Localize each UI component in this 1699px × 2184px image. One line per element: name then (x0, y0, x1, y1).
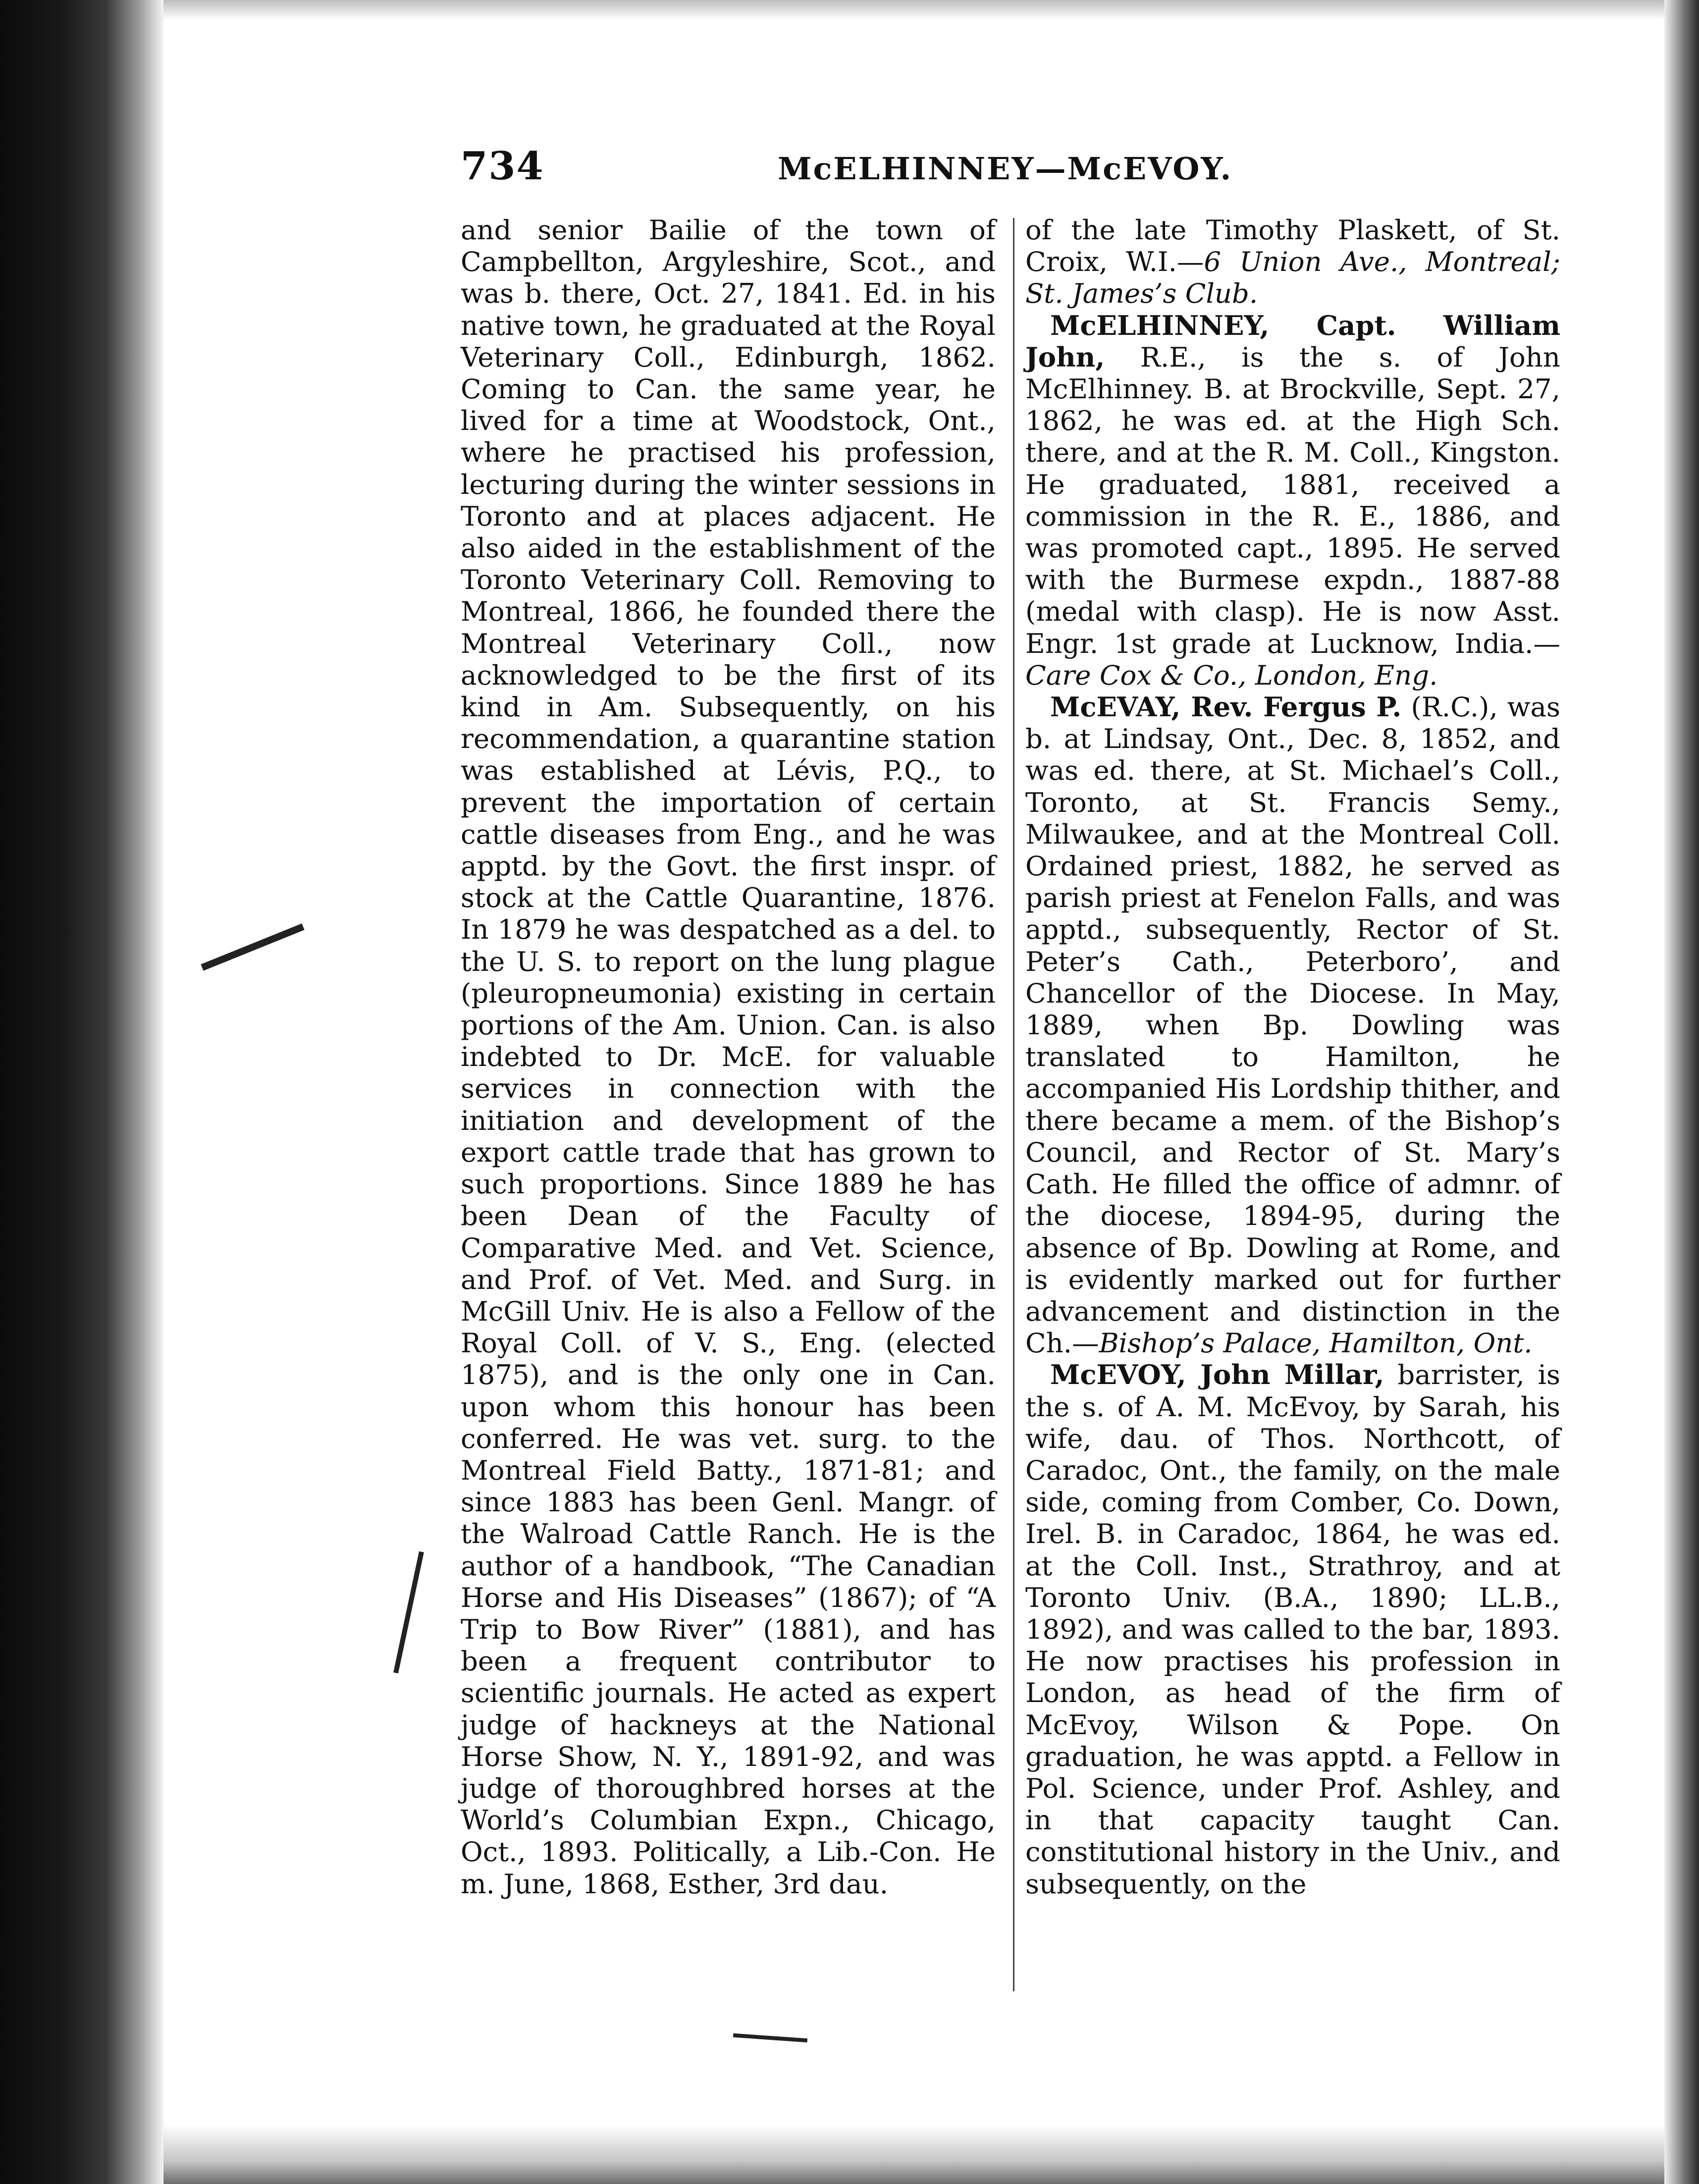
page-number: 734 (461, 144, 544, 189)
margin-ink-mark (733, 2033, 807, 2042)
entry-body: barrister, is the s. of A. M. McEvoy, by Sarah, his wife, dau. of Thos. Northcott, of Caradoc, Ont., the family, on the male side, coming from Comber, Co. Down, Irel. B. in Caradoc, 1864, he was ed. at the Coll. Inst., Strathroy, and at Toronto Univ. (B.A., 1890; LL.B., 1892), and was called to the bar, 1893. He now practises his profession in London, as head of the firm of McEvoy, Wilson & Pope. On graduation, he was apptd. a Fellow in Pol. Science, under Prof. Ashley, and in that capacity taught Can. constitutional history in the Univ., and subsequently, on the (1025, 1359, 1560, 1900)
entry-address: Care Cox & Co., London, Eng. (1025, 659, 1438, 691)
entry-name: McELHINNEY, Capt. William John, (1025, 309, 1560, 373)
column-divider (1013, 218, 1014, 1991)
running-head: McELHINNEY—McEVOY. (778, 151, 1233, 187)
entry-body: R.E., is the s. of John McElhinney. B. at Brockville, Sept. 27, 1862, he was ed. at the High Sch. there, and at the R. M. Coll., Kingston. He graduated, 1881, received a commission in the R. E., 1886, and was promoted capt., 1895. He served with the Burmese expdn., 1887-88 (medal with clasp). He is now Asst. Engr. 1st grade at Lucknow, India.— (1025, 341, 1560, 659)
continued-entry-body: of the late Timothy Plaskett, of St. Croix, W.I.— (1025, 214, 1560, 278)
entry-address: 6 Union Ave., Montreal; St. James’s Club. (1025, 246, 1560, 310)
left-column (461, 214, 996, 1900)
entry-name: McEVOY, John Millar, (1050, 1359, 1384, 1391)
scan-top-edge (163, 0, 1664, 20)
biography-entry (1025, 1359, 1560, 1899)
biography-entry (1025, 691, 1560, 1359)
continued-entry-text (461, 214, 996, 1900)
entry-body: (R.C.), was b. at Lindsay, Ont., Dec. 8, 1852, and was ed. there, at St. Michael’s Coll., Toronto, at St. Francis Semy., Milwaukee, and at the Montreal Coll. Ordained priest, 1882, he served as parish priest at Fenelon Falls, and was apptd., subsequently, Rector of St. Peter’s Cath., Peterboro’, and Chancellor of the Diocese. In May, 1889, when Bp. Dowling was translated to Hamilton, he accompanied His Lordship thither, and there became a mem. of the Bishop’s Council, and Rector of St. Mary’s Cath. He filled the office of admnr. of the diocese, 1894-95, during the absence of Bp. Dowling at Rome, and is evidently marked out for further advancement and distinction in the Ch.— (1025, 691, 1560, 1359)
biography-entry (1025, 310, 1560, 691)
right-column (1025, 214, 1560, 1900)
margin-ink-mark (393, 1551, 424, 1674)
margin-ink-mark (201, 923, 304, 970)
scan-bottom-edge (163, 2125, 1664, 2184)
continued-entry-text (1025, 214, 1560, 310)
scan-left-edge (0, 0, 163, 2184)
entry-name: McEVAY, Rev. Fergus P. (1050, 691, 1402, 723)
continued-entry-body: and senior Bailie of the town of Campbellton, Argyleshire, Scot., and was b. there, Oct. 27, 1841. Ed. in his native town, he graduated at the Royal Veterinary Coll., Edinburgh, 1862. Coming to Can. the same year, he lived for a time at Woodstock, Ont., where he practised his profession, lecturing during the winter sessions in Toronto and at places adjacent. He also aided in the establishment of the Toronto Veterinary Coll. Removing to Montreal, 1866, he founded there the Montreal Veterinary Coll., now acknowledged to be the first of its kind in Am. Subsequently, on his recommendation, a quarantine station was established at Lévis, P.Q., to prevent the importation of certain cattle diseases from Eng., and he was apptd. by the Govt. the first inspr. of stock at the Cattle Quarantine, 1876. In 1879 he was despatched as a del. to the U. S. to report on the lung plague (pleuropneumonia) existing in certain portions of the Am. Union. Can. is also indebted to Dr. McE. for valuable services in connection with the initiation and development of the export cattle trade that has grown to such proportions. Since 1889 he has been Dean of the Faculty of Comparative Med. and Vet. Science, and Prof. of Vet. Med. and Surg. in McGill Univ. He is also a Fellow of the Royal Coll. of V. S., Eng. (elected 1875), and is the only one in Can. upon whom this honour has been conferred. He was vet. surg. to the Montreal Field Batty., 1871-81; and since 1883 has been Genl. Mangr. of the Walroad Cattle Ranch. He is the author of a handbook, “The Canadian Horse and His Diseases” (1867); of “A Trip to Bow River” (1881), and has been a frequent contributor to scientific journals. He acted as expert judge of hackneys at the National Horse Show, N. Y., 1891-92, and was judge of thoroughbred horses at the World’s Columbian Expn., Chicago, Oct., 1893. Politically, a Lib.-Con. He m. June, 1868, Esther, 3rd dau. (461, 214, 996, 1900)
entry-address: Bishop’s Palace, Hamilton, Ont. (1099, 1327, 1533, 1359)
page-header (461, 144, 1545, 198)
scan-right-edge (1664, 0, 1699, 2184)
